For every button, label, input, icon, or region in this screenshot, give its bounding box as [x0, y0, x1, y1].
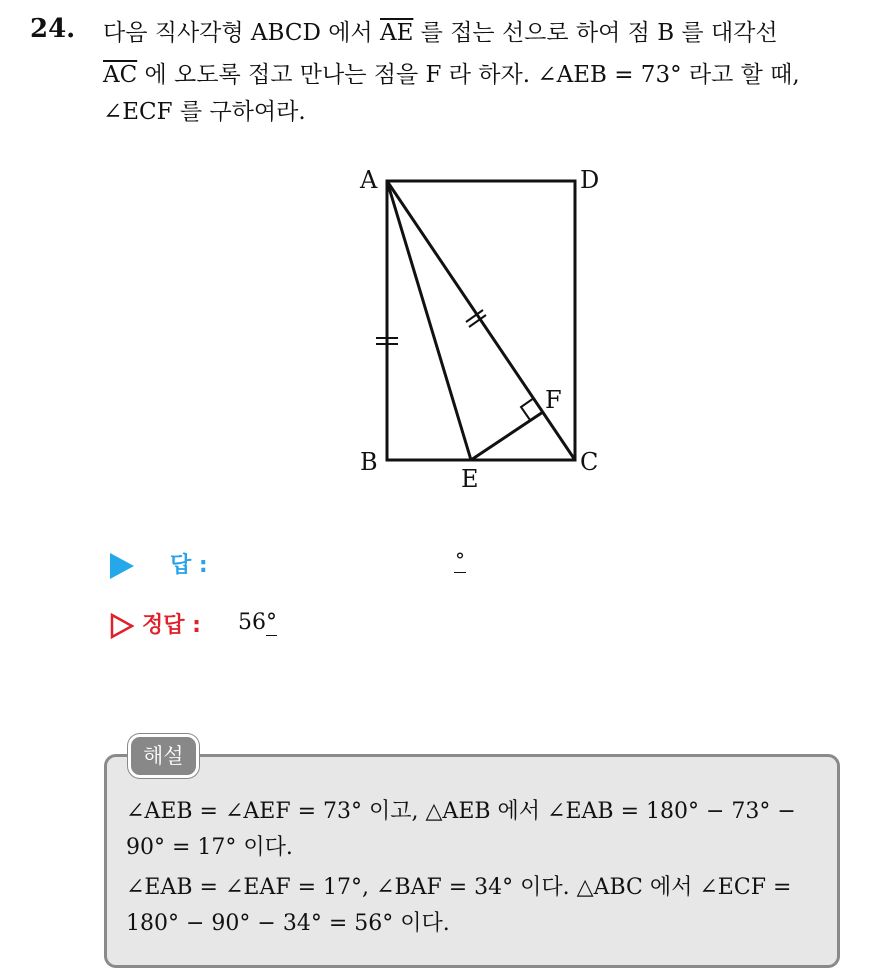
question-number: 24. — [30, 14, 76, 44]
solution-line: ∠AEB = ∠AEF = 73° 이고, △AEB 에서 ∠EAB = 180° − 73° − — [126, 799, 796, 824]
answer-blank[interactable] — [454, 548, 466, 572]
question-text: 에 오도록 접고 만나는 점을 F 라 하자. ∠AEB = 73° 라고 할 때, — [137, 62, 800, 88]
correct-answer-label: 정답 : — [142, 613, 201, 638]
play-outline-icon — [110, 613, 134, 639]
solution-line: ∠EAB = ∠EAF = 17°, ∠BAF = 34° 이다. △ABC 에서 ∠ECF = — [126, 875, 792, 900]
label-c: C — [580, 448, 599, 476]
answer-label: 답 : — [170, 553, 208, 578]
label-f: F — [545, 386, 562, 414]
correct-answer-value: 56° — [238, 610, 277, 635]
segment-ac-line — [387, 181, 575, 460]
play-icon — [110, 553, 134, 579]
segment-ae: $\overline{AE}$ — [379, 20, 414, 46]
segment-ac: $\overline{AC}$ — [103, 62, 138, 88]
label-a: A — [360, 166, 378, 194]
segment-ef-line — [471, 412, 543, 460]
solution-line: 180° − 90° − 34° = 56° 이다. — [126, 911, 450, 936]
right-angle-mark — [521, 398, 534, 420]
solution-tag: 해설 — [128, 734, 199, 778]
question-text: 다음 직사각형 ABCD 에서 — [103, 20, 380, 46]
answer-row — [110, 548, 208, 579]
label-e: E — [461, 465, 479, 493]
question-line-3: ∠ECF 를 구하여라. — [103, 99, 306, 125]
question-text: 를 접는 선으로 하여 점 B 를 대각선 — [413, 20, 778, 46]
label-d: D — [580, 166, 600, 194]
label-b: B — [360, 448, 378, 476]
segment-ae-line — [387, 181, 471, 460]
correct-answer-row — [110, 608, 201, 639]
answer-unit: ° — [455, 548, 465, 572]
solution-line: 90° = 17° 이다. — [126, 835, 293, 860]
